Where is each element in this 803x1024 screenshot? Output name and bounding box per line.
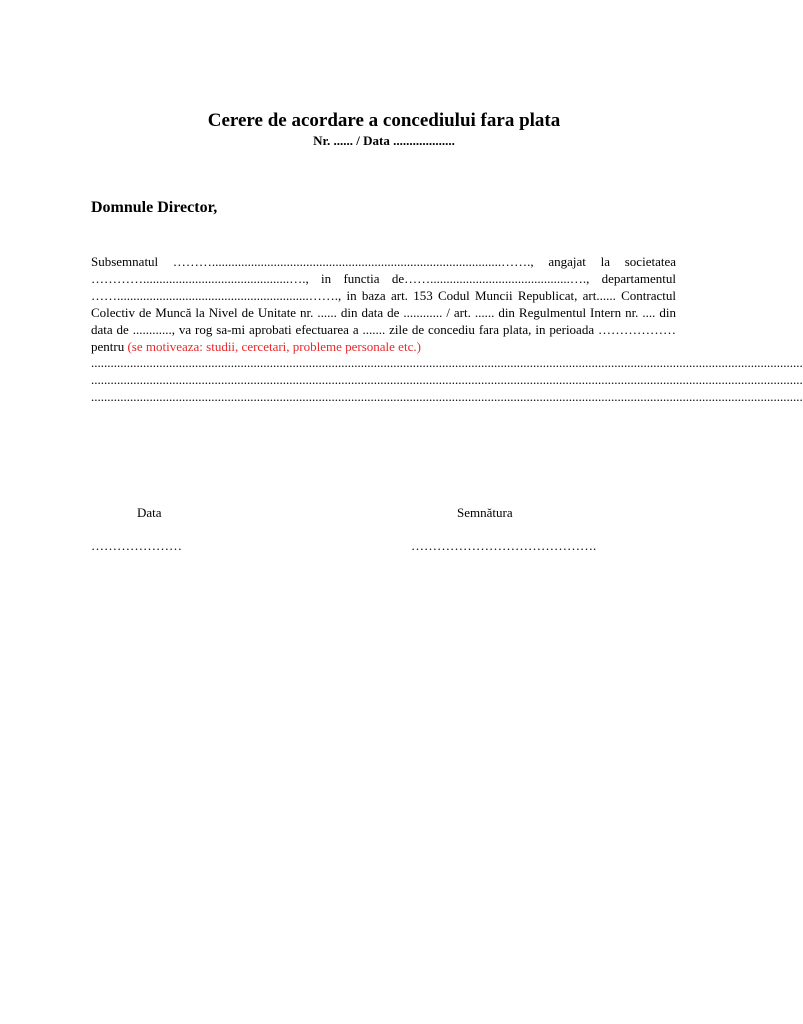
signature-dots: ……………………………………. (411, 538, 597, 553)
reason-hint: (se motiveaza: studii, cercetari, probleme personale etc.) (127, 338, 421, 354)
salutation: Domnule Director, (91, 199, 218, 216)
document-title: Cerere de acordare a concediului fara plata (207, 110, 561, 131)
signature-label: Semnătura (457, 505, 513, 520)
reason-dot-line-1: ........................................................................................................................................................................................................................... (91, 355, 803, 371)
date-dots: ………………… (91, 538, 182, 553)
document-number-date: Nr. ...... / Data ................... (313, 133, 455, 148)
request-body-text: Subsemnatul ……….........................................................................................……., angajat la societatea ………….............................................…., in functia de……...........................................…., departamentul ……...........................................................……., in baza art. 153 Codul Muncii Republicat, art...... Contractul Colectiv de Muncă la Nivel de Unitate nr. ...... din data de ............ / art. ...... din Regulmentul Intern nr. .... din data de ............, va rog sa-mi aprobati efectuarea a ....... zile de concediu fara plata, in perioada ……………… pentru (91, 254, 676, 354)
date-label: Data (137, 505, 162, 520)
reason-dot-line-3: ........................................................................................................................................................................................................................... (91, 389, 803, 405)
reason-dot-line-2: ........................................................................................................................................................................................................................... (91, 372, 803, 388)
request-body (91, 254, 803, 406)
